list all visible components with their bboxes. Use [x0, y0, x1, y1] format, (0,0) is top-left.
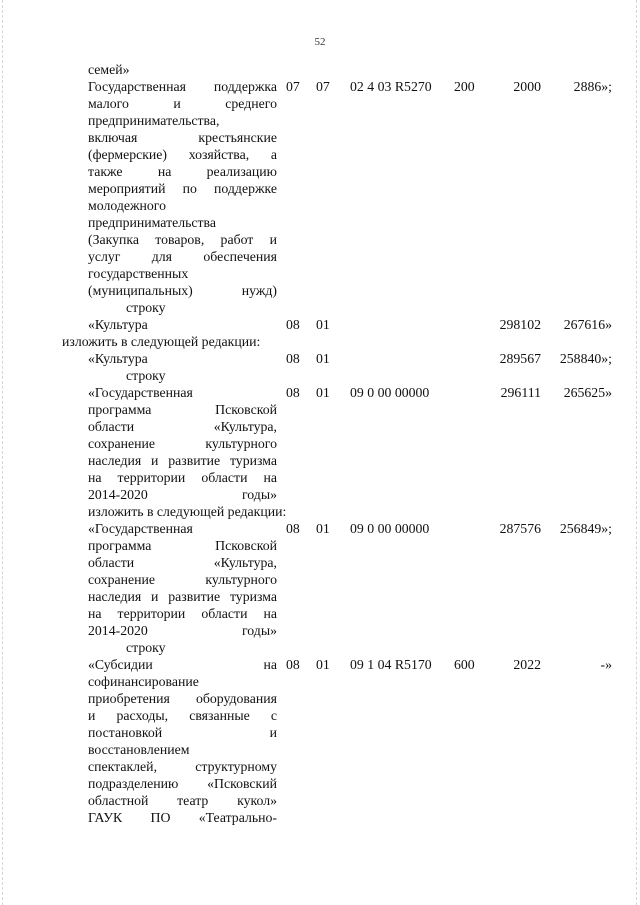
description-line: (фермерские) хозяйства, а — [88, 147, 277, 162]
description-line: 2014-2020 годы» — [88, 487, 277, 502]
table-row — [0, 384, 640, 503]
description-line: предпринимательства, — [88, 113, 220, 128]
row-description — [88, 520, 277, 639]
amount-year-2: 256849»; — [559, 521, 612, 536]
instruction-text: изложить в следующей редакции: — [62, 334, 261, 349]
table-row — [0, 78, 640, 299]
description-line: постановкой и — [88, 725, 277, 740]
row-description — [88, 384, 277, 503]
table-row — [0, 520, 640, 639]
description-line: программа Псковской — [88, 402, 277, 417]
description-line: «Культура — [88, 351, 148, 366]
description-line: спектаклей, структурному — [88, 759, 277, 774]
section-code: 08 — [286, 351, 300, 366]
amount-year-2: 267616» — [563, 317, 612, 332]
page-number: 52 — [314, 36, 326, 48]
amount-year-1: 2022 — [513, 657, 541, 672]
description-line: сохранение культурного — [88, 436, 277, 451]
subsection-code: 01 — [316, 385, 330, 400]
description-line: наследия и развитие туризма — [88, 453, 277, 468]
description-line: «Культура — [88, 317, 148, 332]
instruction-text: изложить в следующей редакции: — [88, 504, 287, 519]
target-article-code: 09 0 00 00000 — [350, 385, 430, 400]
expense-type-code: 600 — [454, 657, 475, 672]
amount-year-1: 298102 — [499, 317, 541, 332]
description-line: областной театр кукол» — [88, 793, 277, 808]
subsection-code: 01 — [316, 657, 330, 672]
target-article-code: 02 4 03 R5270 — [350, 79, 432, 94]
description-line: области «Культура, — [88, 555, 277, 570]
description-line: ГАУК ПО «Театрально- — [88, 810, 277, 825]
row-description — [88, 78, 277, 299]
amount-year-2: -» — [600, 657, 612, 672]
description-line: софинансирование — [88, 674, 199, 689]
description-line: предпринимательства — [88, 215, 217, 230]
amount-year-2: 258840»; — [559, 351, 612, 366]
section-code: 08 — [286, 657, 300, 672]
description-line: области «Культура, — [88, 419, 277, 434]
table-row — [0, 61, 640, 78]
instruction-line — [0, 333, 640, 350]
description-line: «Субсидии на — [88, 657, 277, 672]
row-description — [88, 61, 277, 78]
amount-year-2: 265625» — [563, 385, 612, 400]
instruction-text: строку — [126, 640, 166, 655]
amount-year-1: 296111 — [500, 385, 541, 400]
subsection-code: 01 — [316, 317, 330, 332]
description-line: 2014-2020 годы» — [88, 623, 277, 638]
row-description — [88, 350, 277, 367]
description-line: молодежного — [88, 198, 167, 213]
amount-year-1: 2000 — [513, 79, 541, 94]
description-line: на территории области на — [88, 606, 277, 621]
section-code: 07 — [286, 79, 300, 94]
description-line: услуг для обеспечения — [88, 249, 277, 264]
instruction-line — [0, 367, 640, 384]
description-line: мероприятий по поддержке — [88, 181, 277, 196]
subsection-code: 01 — [316, 351, 330, 366]
table-row — [0, 656, 640, 826]
amount-year-1: 289567 — [499, 351, 541, 366]
target-article-code: 09 1 04 R5170 — [350, 657, 432, 672]
description-line: малого и среднего — [88, 96, 277, 111]
row-description — [88, 656, 277, 826]
expense-type-code: 200 — [454, 79, 475, 94]
section-code: 08 — [286, 385, 300, 400]
table-row — [0, 316, 640, 333]
description-line: «Государственная — [88, 521, 193, 536]
description-line: наследия и развитие туризма — [88, 589, 277, 604]
description-line: и расходы, связанные с — [88, 708, 277, 723]
subsection-code: 07 — [316, 79, 330, 94]
description-line: программа Псковской — [88, 538, 277, 553]
description-line: восстановлением — [88, 742, 190, 757]
table-row — [0, 350, 640, 367]
description-line: семей» — [88, 62, 130, 77]
instruction-text: строку — [126, 300, 166, 315]
target-article-code: 09 0 00 00000 — [350, 521, 430, 536]
amount-year-2: 2886»; — [573, 79, 612, 94]
section-code: 08 — [286, 521, 300, 536]
instruction-line — [0, 639, 640, 656]
description-line: Государственная поддержка — [88, 79, 277, 94]
subsection-code: 01 — [316, 521, 330, 536]
instruction-line — [0, 503, 640, 520]
description-line: (Закупка товаров, работ и — [88, 232, 277, 247]
description-line: «Государственная — [88, 385, 193, 400]
amount-year-1: 287576 — [499, 521, 541, 536]
description-line: подразделению «Псковский — [88, 776, 277, 791]
description-line: включая крестьянские — [88, 130, 277, 145]
row-description — [88, 316, 277, 333]
description-line: государственных — [88, 266, 189, 281]
instruction-text: строку — [126, 368, 166, 383]
section-code: 08 — [286, 317, 300, 332]
description-line: (муниципальных) нужд) — [88, 283, 277, 298]
description-line: сохранение культурного — [88, 572, 277, 587]
instruction-line — [0, 299, 640, 316]
description-line: также на реализацию — [88, 164, 277, 179]
description-line: на территории области на — [88, 470, 277, 485]
description-line: приобретения оборудования — [88, 691, 277, 706]
